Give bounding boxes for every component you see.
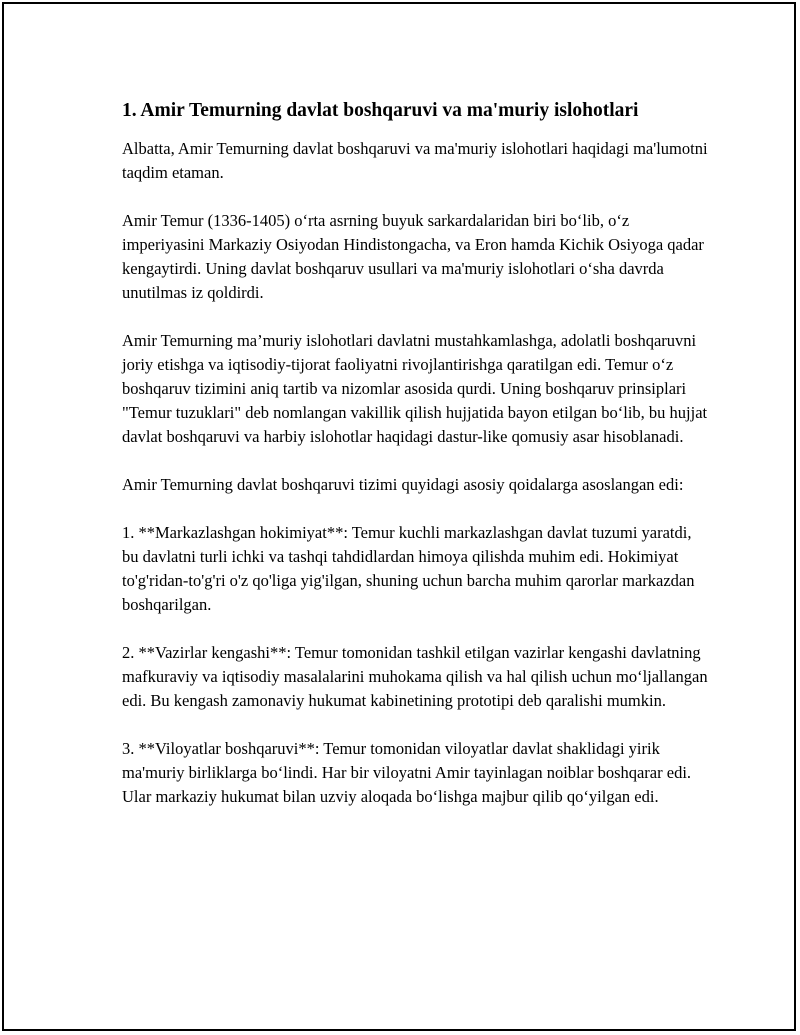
paragraph-biography: Amir Temur (1336-1405) oʻrta asrning buyuk sarkardalaridan biri boʻlib, oʻz imperiyasini Markaziy Osiyodan Hindistongacha, va Eron hamda Kichik Osiyoga qadar kengaytirdi. Uning davlat boshqaruv usullari va ma'muriy islohotlari oʻsha davrda unutilmas iz qoldirdi. xyxy=(122,211,704,302)
document-title: 1. Amir Temurning davlat boshqaruvi va ma'muriy islohotlari xyxy=(122,100,639,121)
paragraph-reforms: Amir Temurning ma’muriy islohotlari davlatni mustahkamlashga, adolatli boshqaruvni joriy etishga va iqtisodiy-tijorat faoliyatni rivojlantirishga qaratilgan edi. Temur oʻz boshqaruv tizimini aniq tartib va nizomlar asosida qurdi. Uning boshqaruv prinsiplari "Temur tuzuklari" deb nomlangan vakillik qilish hujjatida bayon etilgan boʻlib, bu hujjat davlat boshqaruvi va harbiy islohotlar haqidagi dastur-like qomusiy asar hisoblanadi. xyxy=(122,331,708,446)
paragraph-principles-intro: Amir Temurning davlat boshqaruvi tizimi quyidagi asosiy qoidalarga asoslangan edi: xyxy=(122,475,684,494)
page-frame xyxy=(2,2,796,1031)
document-body xyxy=(122,97,712,833)
list-item-council-of-ministers: 2. **Vazirlar kengashi**: Temur tomonidan tashkil etilgan vazirlar kengashi davlatning mafkuraviy va iqtisodiy masalalarini muhokama qilish va hal qilish uchun moʻljallangan edi. Bu kengash zamonaviy hukumat kabinetining prototipi deb qaralishi mumkin. xyxy=(122,643,708,710)
list-item-provincial-governance: 3. **Viloyatlar boshqaruvi**: Temur tomonidan viloyatlar davlat shaklidagi yirik ma'muriy birliklarga boʻlindi. Har bir viloyatni Amir tayinlagan noiblar boshqarar edi. Ular markaziy hukumat bilan uzviy aloqada boʻlishga majbur qilib qoʻyilgan edi. xyxy=(122,739,692,806)
paragraph-intro: Albatta, Amir Temurning davlat boshqaruvi va ma'muriy islohotlari haqidagi ma'lumotni taqdim etaman. xyxy=(122,139,708,182)
list-item-centralized-power: 1. **Markazlashgan hokimiyat**: Temur kuchli markazlashgan davlat tuzumi yaratdi, bu davlatni turli ichki va tashqi tahdidlardan himoya qilishda muhim edi. Hokimiyat to'g'ridan-to'g'ri o'z qo'liga yig'ilgan, shuning uchun barcha muhim qarorlar markazdan boshqarilgan. xyxy=(122,523,695,614)
